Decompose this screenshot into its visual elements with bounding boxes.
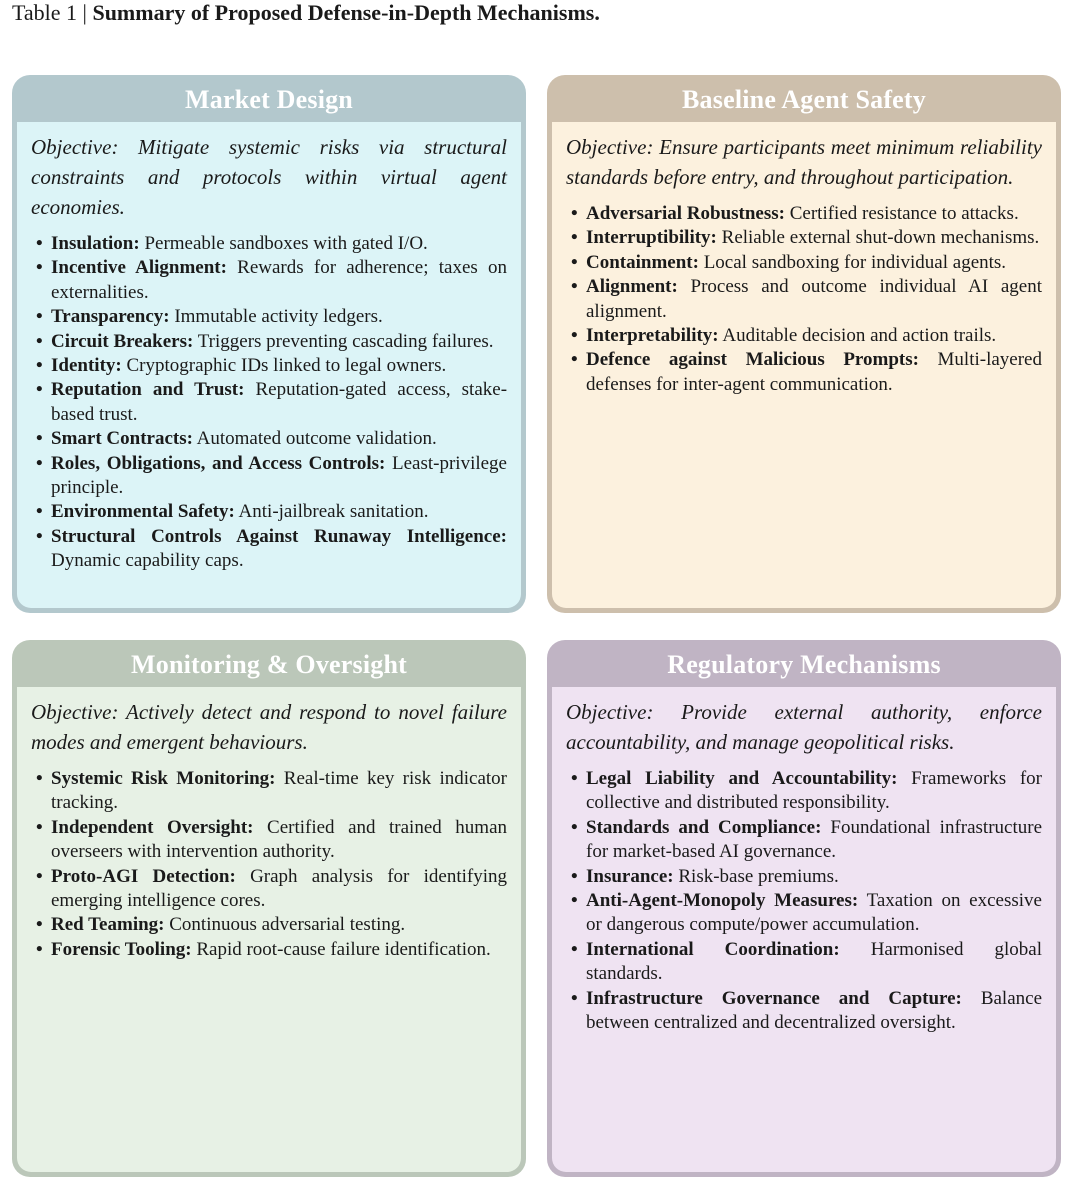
mechanism-description: Reliable external shut-down mechanisms. xyxy=(721,227,1040,249)
mechanism-item xyxy=(31,816,507,865)
mechanism-description: Taxation on excessive or dangerous compute/power accumulation. xyxy=(586,890,1042,936)
bullet-icon: • xyxy=(36,865,43,887)
mechanism-description: Continuous adversarial testing. xyxy=(169,914,406,936)
mechanism-item xyxy=(31,256,507,305)
bullet-icon: • xyxy=(571,890,578,912)
bullet-icon: • xyxy=(36,525,43,547)
mechanism-description: Foundational infrastructure for market-based AI governance. xyxy=(586,816,1043,863)
mechanism-description: Auditable decision and action trails. xyxy=(722,325,997,347)
mechanism-term: Alignment: xyxy=(586,276,678,298)
card-baseline-agent-safety xyxy=(547,75,1061,613)
mechanism-item xyxy=(31,232,507,256)
mechanism-description: Frameworks for collective and distributed responsibility. xyxy=(586,768,1042,814)
bullet-icon: • xyxy=(571,325,578,347)
mechanism-item xyxy=(31,378,507,427)
card-objective: Objective: Ensure participants meet minimum reliability standards before entry, and throughout participation. xyxy=(566,135,1042,189)
mechanism-term: Anti-Agent-Monopoly Measures: xyxy=(586,890,859,912)
card-monitoring-oversight xyxy=(12,640,526,1177)
mechanism-term: Legal Liability and Accountability: xyxy=(586,768,898,789)
bullet-icon: • xyxy=(36,355,43,377)
mechanism-term: Insulation: xyxy=(51,233,140,254)
mechanism-item xyxy=(566,251,1042,275)
mechanism-item xyxy=(566,938,1042,987)
mechanism-description: Permeable sandboxes with gated I/O. xyxy=(144,233,428,254)
mechanism-item xyxy=(566,275,1042,324)
mechanism-term: Containment: xyxy=(586,251,699,273)
mechanism-description: Certified resistance to attacks. xyxy=(789,203,1019,224)
mechanism-item xyxy=(31,427,507,451)
card-body xyxy=(552,687,1056,1172)
bullet-icon: • xyxy=(571,227,578,249)
bullet-icon: • xyxy=(36,306,43,328)
mechanism-term: Proto-AGI Detection: xyxy=(51,865,236,887)
mechanism-item xyxy=(31,865,507,914)
mechanism-term: Environmental Safety: xyxy=(51,501,235,523)
mechanism-term: Defence against Malicious Prompts: xyxy=(586,349,919,371)
mechanism-item xyxy=(566,865,1042,889)
card-objective: Objective: Actively detect and respond to novel failure modes and emergent behaviours. xyxy=(31,700,507,754)
mechanism-description: Rewards for adherence; taxes on externalities. xyxy=(51,257,508,303)
mechanism-item xyxy=(31,452,507,501)
mechanism-description: Process and outcome individual AI agent alignment. xyxy=(586,276,1042,322)
bullet-icon: • xyxy=(36,501,43,523)
mechanism-term: Forensic Tooling: xyxy=(51,938,192,960)
bullet-icon: • xyxy=(36,914,43,936)
mechanism-description: Balance between centralized and decentralized oversight. xyxy=(586,987,1043,1034)
mechanism-term: Systemic Risk Monitoring: xyxy=(51,768,276,789)
mechanism-item xyxy=(31,330,507,354)
mechanism-term: Transparency: xyxy=(51,306,170,328)
mechanism-item xyxy=(31,305,507,329)
mechanism-term: Insurance: xyxy=(586,865,674,887)
mechanism-term: Interpretability: xyxy=(586,325,719,347)
bullet-icon: • xyxy=(571,987,578,1009)
mechanism-description: Multi-layered defenses for inter-agent communication. xyxy=(586,349,1042,395)
card-objective: Objective: Mitigate systemic risks via structural constraints and protocols within virtual agent economies. xyxy=(31,135,507,219)
mechanism-term: Reputation and Trust: xyxy=(51,379,245,401)
bullet-icon: • xyxy=(36,257,43,279)
mechanism-item xyxy=(31,525,507,574)
mechanism-term: Independent Oversight: xyxy=(51,816,254,838)
bullet-icon: • xyxy=(571,816,578,838)
mechanism-description: Certified and trained human overseers with intervention authority. xyxy=(51,816,507,863)
mechanism-list xyxy=(566,202,1042,397)
bullet-icon: • xyxy=(36,768,43,789)
mechanism-term: Red Teaming: xyxy=(51,914,165,936)
bullet-icon: • xyxy=(36,428,43,450)
mechanism-item xyxy=(566,324,1042,348)
bullet-icon: • xyxy=(571,938,578,960)
card-body xyxy=(17,687,521,1172)
mechanism-term: Infrastructure Governance and Capture: xyxy=(586,987,962,1009)
mechanism-description: Cryptographic IDs linked to legal owners. xyxy=(126,355,447,377)
card-body xyxy=(17,122,521,608)
bullet-icon: • xyxy=(36,233,43,254)
mechanism-item xyxy=(566,767,1042,816)
mechanism-description: Dynamic capability caps. xyxy=(51,550,244,572)
card-objective: Objective: Provide external authority, enforce accountability, and manage geopolitical risks. xyxy=(566,700,1042,754)
mechanism-term: Circuit Breakers: xyxy=(51,330,194,352)
mechanism-description: Harmonised global standards. xyxy=(586,938,1043,985)
mechanism-description: Anti-jailbreak sanitation. xyxy=(238,501,429,523)
bullet-icon: • xyxy=(571,349,578,371)
table-caption-title: Summary of Proposed Defense-in-Depth Mechanisms. xyxy=(92,0,600,25)
bullet-icon: • xyxy=(36,379,43,401)
mechanism-item xyxy=(566,226,1042,250)
mechanism-item xyxy=(566,348,1042,397)
mechanism-description: Reputation-gated access, stake-based trust. xyxy=(51,379,508,425)
mechanism-description: Local sandboxing for individual agents. xyxy=(703,251,1007,273)
table-caption-label: Table 1 | xyxy=(12,0,87,25)
bullet-icon: • xyxy=(571,865,578,887)
mechanism-item xyxy=(566,987,1042,1036)
card-title: Monitoring & Oversight xyxy=(131,649,407,679)
bullet-icon: • xyxy=(571,768,578,789)
mechanism-description: Risk-base premiums. xyxy=(678,865,839,887)
mechanism-description: Rapid root-cause failure identification. xyxy=(196,938,491,960)
mechanism-term: Structural Controls Against Runaway Intelligence: xyxy=(51,525,507,547)
bullet-icon: • xyxy=(571,276,578,298)
mechanism-item xyxy=(31,913,507,937)
mechanism-term: Adversarial Robustness: xyxy=(586,203,785,224)
card-body xyxy=(552,122,1056,608)
mechanism-description: Real-time key risk indicator tracking. xyxy=(51,768,507,814)
mechanism-term: Incentive Alignment: xyxy=(51,257,227,279)
mechanism-description: Automated outcome validation. xyxy=(196,428,437,450)
bullet-icon: • xyxy=(571,203,578,224)
mechanism-list xyxy=(566,767,1042,1035)
mechanism-item xyxy=(31,938,507,962)
card-market-design xyxy=(12,75,526,613)
mechanism-item xyxy=(31,500,507,524)
bullet-icon: • xyxy=(571,251,578,273)
bullet-icon: • xyxy=(36,816,43,838)
bullet-icon: • xyxy=(36,452,43,474)
bullet-icon: • xyxy=(36,330,43,352)
table-caption xyxy=(12,0,600,26)
mechanism-term: Smart Contracts: xyxy=(51,428,193,450)
mechanism-term: Identity: xyxy=(51,355,122,377)
card-title: Market Design xyxy=(185,84,353,114)
mechanism-term: Roles, Obligations, and Access Controls: xyxy=(51,452,386,474)
mechanism-description: Least-privilege principle. xyxy=(51,452,507,499)
card-regulatory-mechanisms xyxy=(547,640,1061,1177)
mechanism-list xyxy=(31,232,507,574)
mechanism-list xyxy=(31,767,507,962)
mechanism-description: Graph analysis for identifying emerging intelligence cores. xyxy=(51,865,507,912)
mechanism-item xyxy=(566,816,1042,865)
mechanism-description: Immutable activity ledgers. xyxy=(174,306,383,328)
card-title: Baseline Agent Safety xyxy=(682,84,926,114)
mechanism-item xyxy=(566,889,1042,938)
mechanism-term: Interruptibility: xyxy=(586,227,717,249)
mechanism-item xyxy=(31,354,507,378)
mechanism-item xyxy=(566,202,1042,226)
mechanism-description: Triggers preventing cascading failures. xyxy=(197,330,494,352)
card-title: Regulatory Mechanisms xyxy=(667,649,941,679)
mechanism-item xyxy=(31,767,507,816)
mechanism-term: Standards and Compliance: xyxy=(586,816,822,838)
bullet-icon: • xyxy=(36,938,43,960)
mechanism-term: International Coordination: xyxy=(586,938,840,960)
